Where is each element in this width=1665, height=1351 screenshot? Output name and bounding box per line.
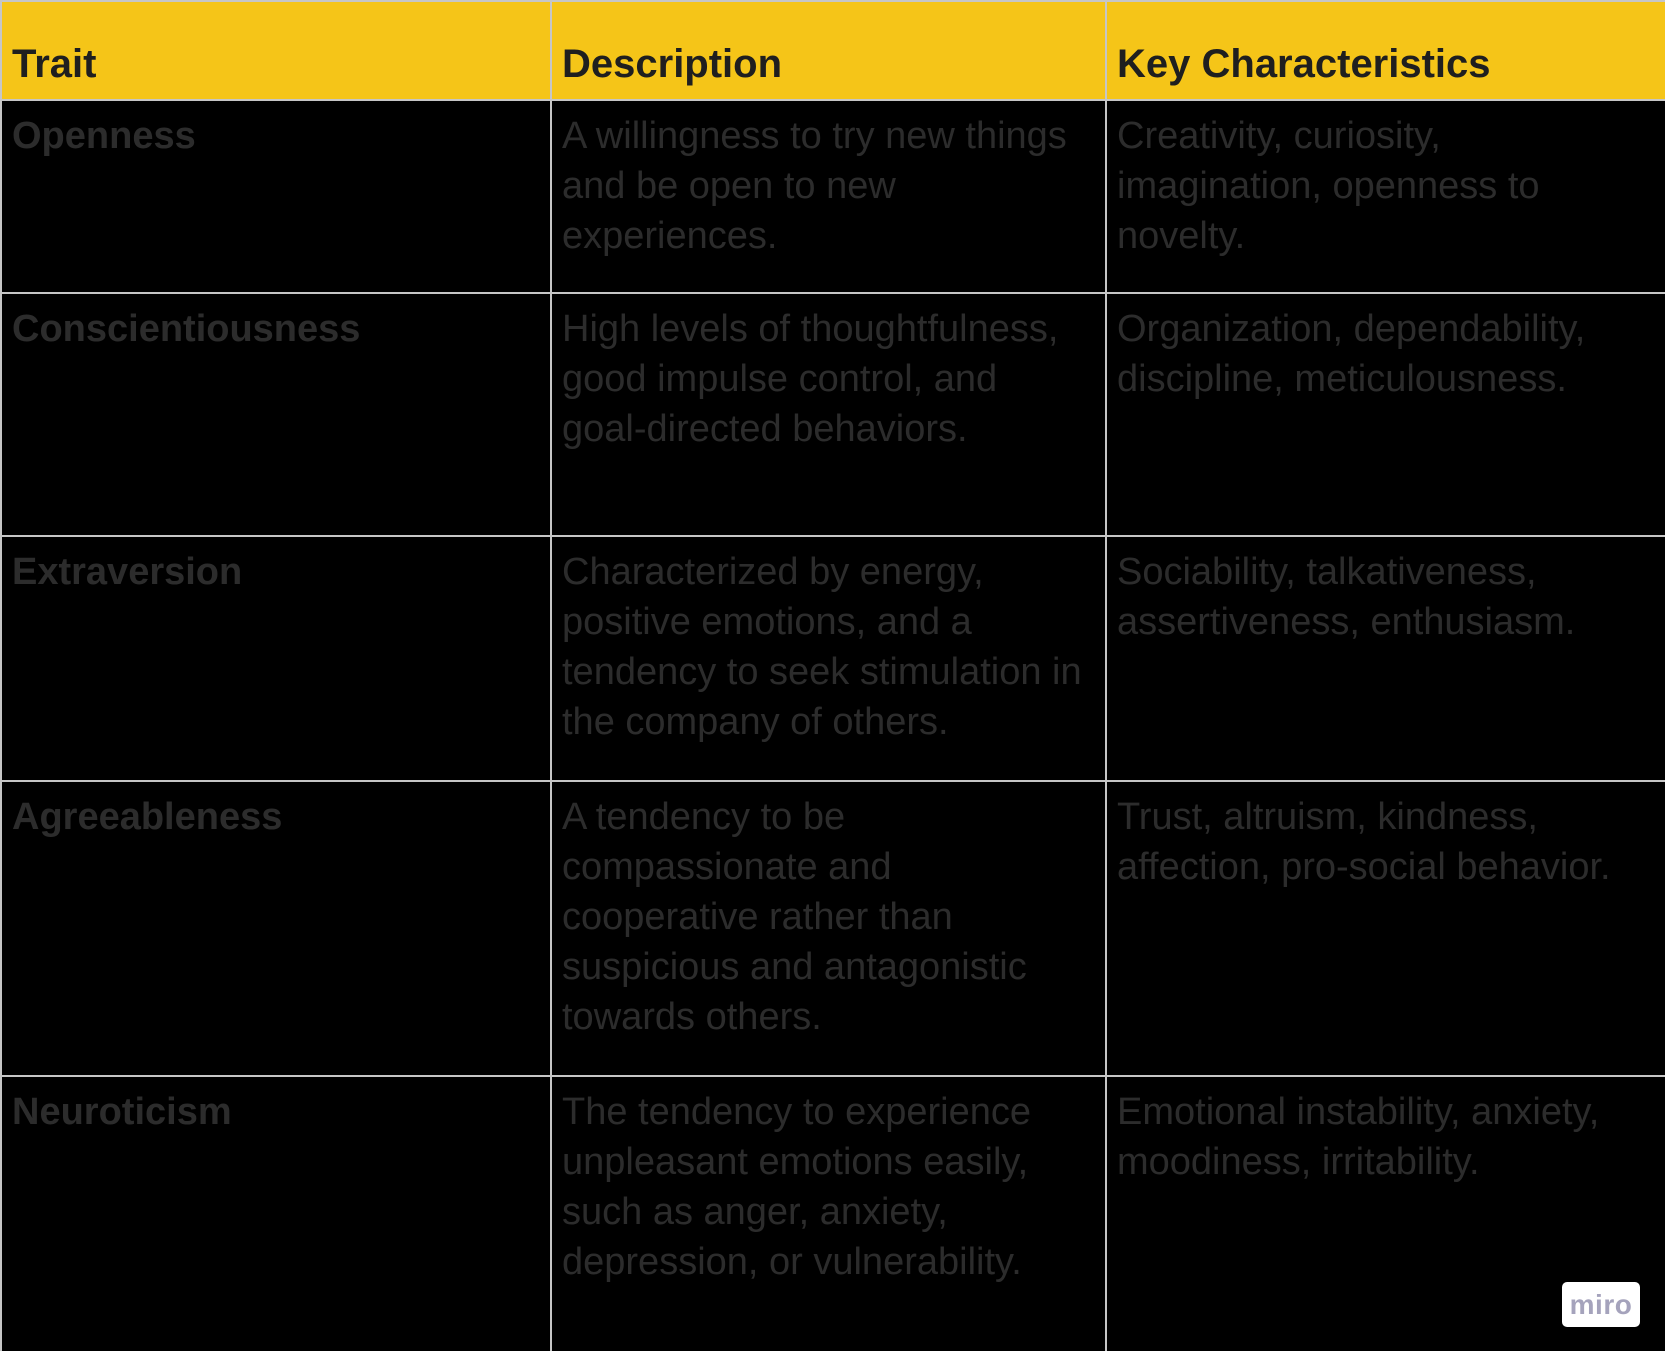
column-header-key-characteristics: Key Characteristics — [1106, 1, 1665, 100]
characteristics-cell: Sociability, talkativeness, assertiveness, enthusiasm. — [1106, 536, 1665, 781]
table-row-neuroticism — [1, 1076, 1665, 1351]
characteristics-cell: Trust, altruism, kindness, affection, pro-social behavior. — [1106, 781, 1665, 1076]
characteristics-cell: Creativity, curiosity, imagination, openness to novelty. — [1106, 100, 1665, 293]
column-header-trait: Trait — [1, 1, 551, 100]
table-header-row — [1, 1, 1665, 100]
miro-watermark-badge[interactable] — [1562, 1282, 1640, 1327]
table-row-extraversion — [1, 536, 1665, 781]
description-cell: A tendency to be compassionate and cooperative rather than suspicious and antagonistic towards others. — [551, 781, 1106, 1076]
trait-cell: Openness — [1, 100, 551, 293]
trait-cell: Extraversion — [1, 536, 551, 781]
characteristics-cell: Organization, dependability, discipline, meticulousness. — [1106, 293, 1665, 536]
description-cell: A willingness to try new things and be open to new experiences. — [551, 100, 1106, 293]
column-header-description: Description — [551, 1, 1106, 100]
trait-cell: Conscientiousness — [1, 293, 551, 536]
description-cell: Characterized by energy, positive emotions, and a tendency to seek stimulation in the company of others. — [551, 536, 1106, 781]
description-cell: High levels of thoughtfulness, good impulse control, and goal-directed behaviors. — [551, 293, 1106, 536]
table-row-conscientiousness — [1, 293, 1665, 536]
description-cell: The tendency to experience unpleasant emotions easily, such as anger, anxiety, depression, or vulnerability. — [551, 1076, 1106, 1351]
characteristics-cell: Emotional instability, anxiety, moodiness, irritability. — [1106, 1076, 1665, 1351]
table-row-agreeableness — [1, 781, 1665, 1076]
table-row-openness — [1, 100, 1665, 293]
trait-cell: Agreeableness — [1, 781, 551, 1076]
trait-cell: Neuroticism — [1, 1076, 551, 1351]
miro-logo-text: miro — [1569, 1288, 1633, 1320]
